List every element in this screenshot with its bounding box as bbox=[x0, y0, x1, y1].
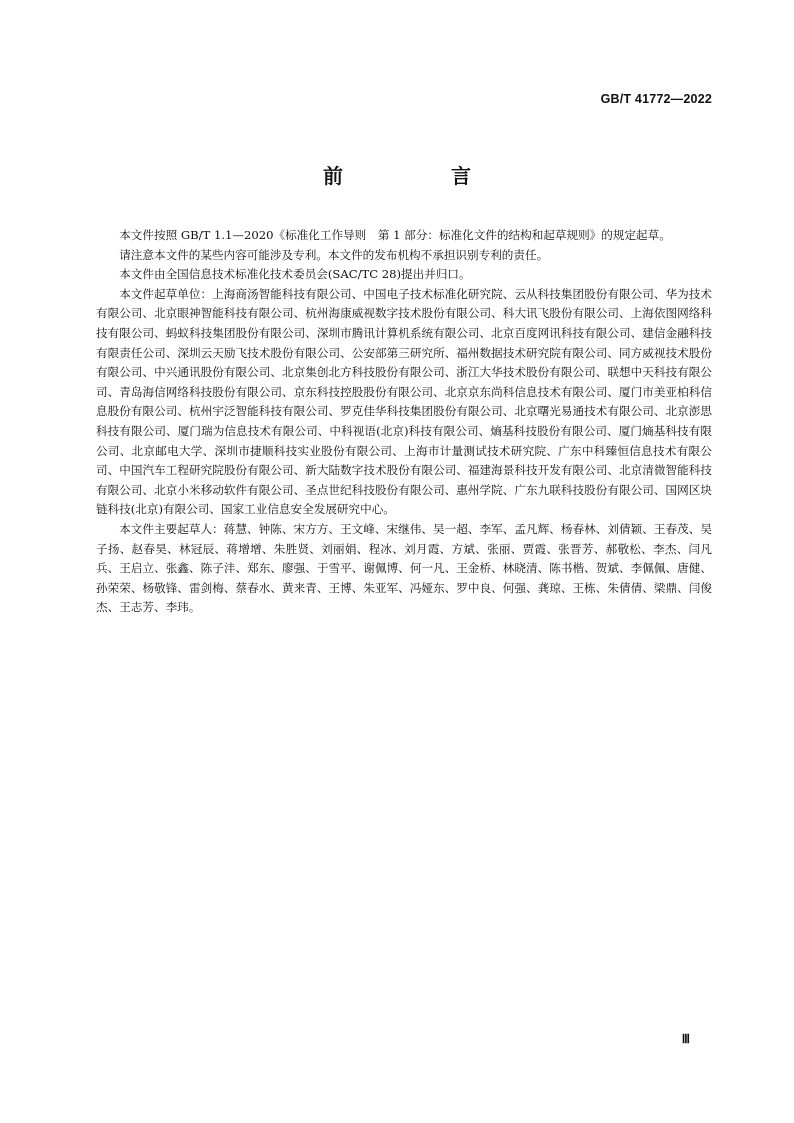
paragraph-drafting-units: 本文件起草单位：上海商汤智能科技有限公司、中国电子技术标准化研究院、云从科技集团股份有限公司、华为技术有限公司、北京眼神智能科技有限公司、杭州海康威视数字技术股份有限公司、科大讯飞股份有限公司、上海依图网络科技有限公司、蚂蚁科技集团股份有限公司、深圳市腾讯计算机系统有限公司、北京百度网讯科技有限公司、建信金融科技有限责任公司、深圳云天励飞技术股份有限公司、公安部第三研究所、福州数据技术研究院有限公司、同方威视技术股份有限公司、中兴通讯股份有限公司、北京集创北方科技股份有限公司、浙江大华技术股份有限公司、联想中天科技有限公司、青岛海信网络科技股份有限公司、京东科技控股股份有限公司、北京京东尚科信息技术有限公司、厦门市美亚柏科信息股份有限公司、杭州宇泛智能科技有限公司、罗克佳华科技集团股份有限公司、北京曙光易通技术有限公司、北京澎思科技有限公司、厦门瑞为信息技术有限公司、中科视语(北京)科技有限公司、熵基科技股份有限公司、厦门熵基科技有限公司、北京邮电大学、深圳市捷顺科技实业股份有限公司、上海市计量测试技术研究院、广东中科臻恒信息技术有限公司、中国汽车工程研究院股份有限公司、新大陆数字技术股份有限公司、福建海景科技开发有限公司、北京清微智能科技有限公司、北京小米移动软件有限公司、圣点世纪科技股份有限公司、惠州学院、广东九联科技股份有限公司、国网区块链科技(北京)有限公司、国家工业信息安全发展研究中心。 bbox=[96, 286, 712, 517]
paragraph-drafters: 本文件主要起草人：蒋慧、钟陈、宋方方、王文峰、宋继伟、吴一超、李军、孟凡辉、杨春林、刘倩颖、王春茂、吴子扬、赵春昊、林冠辰、蒋增增、朱胜贤、刘丽娟、程冰、刘月霞、方斌、张丽、贾霞、张晋芳、郝敬松、李杰、闫凡兵、王启立、张鑫、陈子沣、郑东、廖强、于雪平、谢佩博、何一凡、王金桥、林晓清、陈书楷、贺斌、李佩佩、唐健、孙荣荣、杨敬锋、雷剑梅、蔡春水、黄来青、王博、朱亚军、冯娅东、罗中良、何强、龚琼、王栋、朱倩倩、梁鼎、闫俊杰、王志芳、李玮。 bbox=[96, 521, 712, 615]
page-number: Ⅲ bbox=[681, 1032, 690, 1046]
paragraph-patent-notice: 请注意本文件的某些内容可能涉及专利。本文件的发布机构不承担识别专利的责任。 bbox=[119, 247, 549, 262]
page-title: 前 言 bbox=[323, 164, 515, 188]
paragraph-proposer: 本文件由全国信息技术标准化技术委员会(SAC/TC 28)提出并归口。 bbox=[119, 267, 471, 282]
paragraph-drafting-rules: 本文件按照 GB/T 1.1—2020《标准化工作导则 第 1 部分：标准化文件的结构和起草规则》的规定起草。 bbox=[119, 228, 671, 242]
preface-body bbox=[96, 226, 712, 618]
standard-code: GB/T 41772—2022 bbox=[600, 92, 712, 106]
